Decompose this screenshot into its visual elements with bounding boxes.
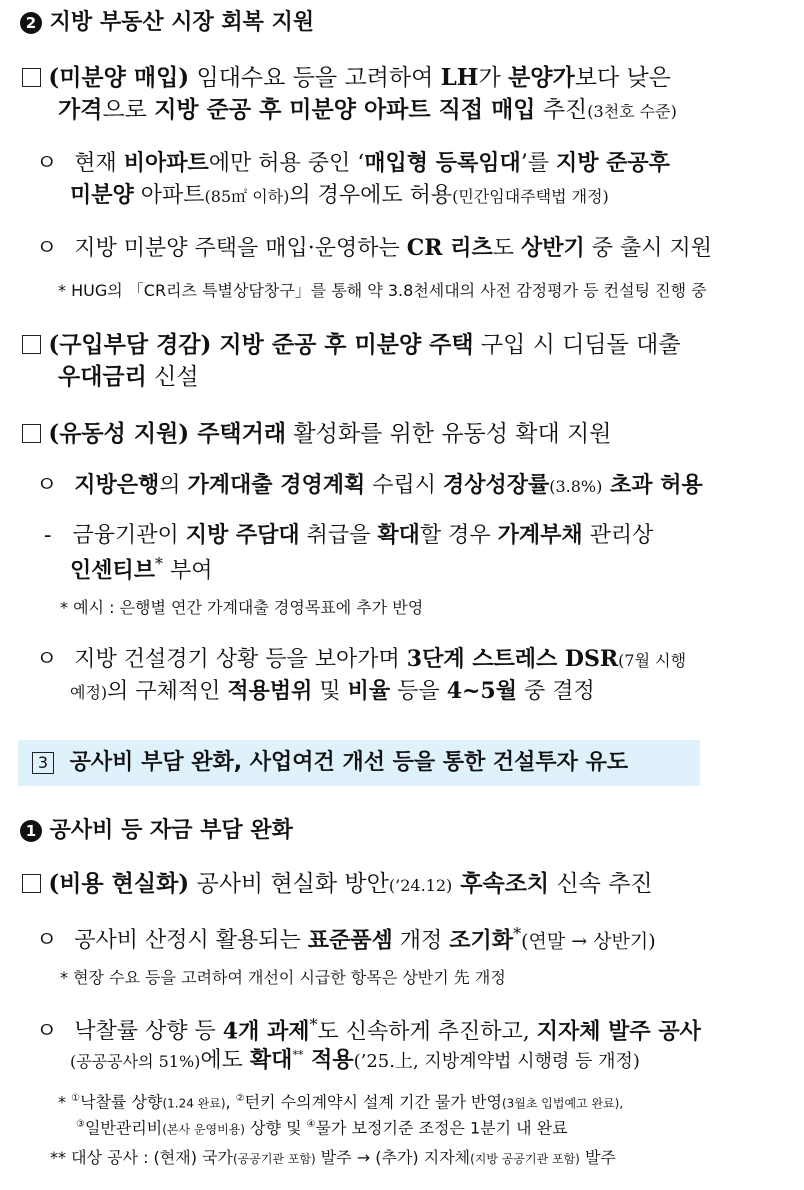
text-bold: 확대 <box>377 522 420 548</box>
item-stress-dsr-line1 <box>36 648 686 671</box>
note-example: * 예시 : 은행별 연간 가계대출 경영목표에 추가 반영 <box>60 598 424 617</box>
text: 신설 <box>146 364 199 390</box>
bullet-unsold-purchase-line2 <box>58 98 677 122</box>
text-bold: 우대금리 <box>58 363 147 390</box>
text: 낙찰률 상향 등 <box>74 1019 223 1045</box>
text: 도 <box>492 236 521 261</box>
text-bold: 비율 <box>347 678 391 704</box>
text: 아파트 <box>133 183 205 208</box>
text-bold: 인센티브 <box>70 557 156 584</box>
text: 금융기관이 <box>72 523 186 548</box>
section-title: 공사비 등 자금 부담 완화 <box>49 818 293 843</box>
text: 공사비 현실화 방안 <box>189 871 389 897</box>
bullet-heading: (비용 현실화) <box>48 870 190 897</box>
text-bold: 매입형 등록임대 <box>364 150 521 176</box>
circled-number: ① <box>71 1093 81 1104</box>
text: 대상 공사 : (현재) 국가 <box>66 1148 233 1167</box>
text-small: (’25.上, 지방계약법 시행령 등 개정) <box>353 1051 640 1072</box>
item-non-apartment-line1 <box>36 152 670 175</box>
bullet-liquidity-support <box>22 422 611 446</box>
circled-number: ④ <box>306 1119 316 1130</box>
text-bold: 미분양 <box>70 182 134 208</box>
text: 추진 <box>535 97 588 123</box>
text: 개정 <box>392 928 450 954</box>
text: 공사비 산정시 활용되는 <box>74 928 308 954</box>
text-bold: 가계부채 <box>497 522 583 548</box>
text-bold: 초과 허용 <box>602 472 703 498</box>
circle-bullet-icon: ㅇ <box>36 647 58 672</box>
text-bold: 지방 주담대 <box>185 522 300 548</box>
banner-title: 공사비 부담 완화, 사업여건 개선 등을 통한 건설투자 유도 <box>69 750 629 775</box>
circle-bullet-icon: ㅇ <box>36 1019 58 1045</box>
text: 중 출시 지원 <box>584 236 712 261</box>
bullet-heading: (구입부담 경감) <box>48 331 212 358</box>
text: 취급을 <box>299 523 378 548</box>
text: 에도 <box>200 1048 250 1073</box>
text: 일반관리비 <box>84 1118 163 1138</box>
text: 관리상 <box>582 523 654 548</box>
note-hug-cr-reits: * HUG의 「CR리츠 특별상담창구」를 통해 약 3.8천세대의 사전 감정평가 등 컨설팅 진행 중 <box>58 281 707 300</box>
text-small: (공공공사의 51%) <box>70 1052 201 1071</box>
item-bid-rate-line1 <box>36 1017 701 1043</box>
text-bold: 경상성장률 <box>442 472 550 498</box>
footnote-marker: ** <box>50 1148 66 1167</box>
text-bold: CR 리츠 <box>406 235 493 261</box>
text: 임대수요 등을 고려하여 <box>189 65 441 91</box>
subitem-financial-institutions-line1 <box>44 524 653 547</box>
text-bold: 지방 준공 후 미분양 주택 <box>211 331 474 358</box>
bullet-heading: (유동성 지원) <box>48 420 190 447</box>
circled-number: ② <box>235 1093 245 1104</box>
text: 으로 <box>102 97 155 123</box>
section-heading-local-real-estate <box>20 12 314 34</box>
item-local-banks <box>36 474 703 497</box>
text-bold: 조기화 <box>449 927 514 954</box>
banner-number-box: 3 <box>32 752 54 774</box>
banner-heading <box>32 752 628 774</box>
text-bold: 가격 <box>58 96 103 123</box>
text: 중 결정 <box>517 679 595 704</box>
text-bold: 표준품셈 <box>307 927 393 954</box>
text: 의 구체적인 <box>107 679 228 704</box>
bullet-unsold-purchase-line1 <box>22 66 671 90</box>
section-number-badge: 2 <box>20 12 42 34</box>
circle-bullet-icon: ㅇ <box>36 473 58 498</box>
text: 의 <box>159 473 188 498</box>
note-site-demand: * 현장 수요 등을 고려하여 개선이 시급한 항목은 상반기 先 개정 <box>60 968 506 987</box>
footnote-marker: * <box>309 1015 318 1034</box>
text: 지방 건설경기 상황 등을 보아가며 <box>74 647 407 672</box>
text-small: (3월초 입법예고 완료), <box>501 1096 624 1111</box>
text: 에만 허용 중인 ‘ <box>208 151 365 176</box>
footnote-marker: * <box>155 554 164 573</box>
text: 의 경우에도 허용 <box>289 183 453 208</box>
bullet-purchase-burden-line2 <box>58 365 199 389</box>
text-bold: 비아파트 <box>123 150 209 176</box>
text-bold: 4~5월 <box>446 678 517 704</box>
section-heading-cost-relief <box>20 820 293 842</box>
text-small: (지방 공공기관 포함) <box>470 1152 580 1166</box>
text: 상향 및 <box>244 1118 307 1138</box>
text: 부여 <box>163 558 213 584</box>
square-bullet-icon <box>22 424 41 443</box>
text-bold: 주택거래 <box>189 420 287 447</box>
text-small: (7월 시행 <box>618 651 687 670</box>
note-four-tasks-line2 <box>76 1120 568 1136</box>
square-bullet-icon <box>22 68 41 87</box>
text: 등을 <box>390 679 447 704</box>
text-bold: 지방은행 <box>74 472 160 498</box>
text: 활성화를 위한 유동성 확대 지원 <box>286 421 612 447</box>
subitem-financial-institutions-line2 <box>70 556 213 582</box>
text-small: (연말 → 상반기) <box>521 930 656 953</box>
text-bold: 지자체 발주 공사 <box>536 1018 701 1045</box>
note-target-projects <box>50 1150 616 1166</box>
text: 도 신속하게 추진하고, <box>317 1019 537 1045</box>
item-bid-rate-line2 <box>70 1049 640 1072</box>
text-bold: 지방 준공 후 미분양 아파트 직접 매입 <box>154 96 536 123</box>
text: 신속 추진 <box>549 871 653 897</box>
text: 현재 <box>74 151 124 176</box>
text-small: (공공기관 포함) <box>232 1152 316 1166</box>
text: 및 <box>312 679 348 704</box>
footnote-marker: * <box>513 924 522 943</box>
text-small: (’24.12) <box>388 876 453 895</box>
text-bold: 상반기 <box>520 235 585 261</box>
text-small: (1.24 완료) <box>162 1096 226 1111</box>
item-cr-reits <box>36 237 712 260</box>
text-bold: 적용 <box>303 1047 354 1073</box>
text: 할 경우 <box>419 523 498 548</box>
text: ’를 <box>520 151 556 176</box>
footnote-marker: ** <box>292 1048 304 1062</box>
note-four-tasks-line1: * ①낙찰률 상향(1.24 완료), ②턴키 수의계약시 설계 기간 물가 반영(3월초 입법예고 완료), <box>58 1092 624 1112</box>
text: 낙찰률 상향 <box>80 1092 163 1112</box>
text-bold: 3단계 스트레스 DSR <box>406 646 619 672</box>
dash-bullet-icon: - <box>44 523 52 548</box>
text: 지방 미분양 주택을 매입·운영하는 <box>74 236 407 261</box>
square-bullet-icon <box>22 335 41 354</box>
text-bold: 4개 과제 <box>222 1018 310 1045</box>
square-bullet-icon <box>22 874 41 893</box>
text: 가 <box>478 65 509 91</box>
item-non-apartment-line2 <box>70 184 609 207</box>
bullet-cost-realization <box>22 872 653 896</box>
text: 물가 보정기준 조정은 1분기 내 완료 <box>315 1118 568 1138</box>
circle-bullet-icon: ㅇ <box>36 151 58 176</box>
text-bold: 적용범위 <box>227 678 313 704</box>
text: 턴키 수의계약시 설계 기간 물가 반영 <box>244 1092 502 1112</box>
item-stress-dsr-line2 <box>70 680 595 703</box>
text-bold: 분양가 <box>508 64 575 91</box>
text-bold: 확대 <box>249 1047 293 1073</box>
circle-bullet-icon: ㅇ <box>36 236 58 261</box>
text-small: (민간임대주택법 개정) <box>452 187 609 206</box>
circle-bullet-icon: ㅇ <box>36 928 58 954</box>
text-small: 예정) <box>70 683 108 702</box>
text: 수립시 <box>365 473 443 498</box>
text-small: (본사 운영비용) <box>162 1122 245 1137</box>
footnote-marker: * <box>58 1092 66 1112</box>
item-standard-estimate <box>36 926 656 952</box>
text-small: (85㎡ 이하) <box>204 187 290 206</box>
circled-number: ③ <box>76 1119 85 1130</box>
text-small: (3.8%) <box>549 477 603 496</box>
bullet-heading: (미분양 매입) <box>48 64 190 91</box>
text: 발주 <box>579 1148 616 1167</box>
section-number-badge: 1 <box>20 820 42 842</box>
text-bold: 지방 준공후 <box>555 150 670 176</box>
section-title: 지방 부동산 시장 회복 지원 <box>49 10 315 35</box>
text-bold: LH <box>440 64 479 91</box>
bullet-purchase-burden-line1 <box>22 333 681 357</box>
text: 발주 → (추가) 지자체 <box>315 1148 471 1167</box>
text-bold: 가계대출 경영계획 <box>187 472 366 498</box>
text-bold: 후속조치 <box>452 870 550 897</box>
text: 구입 시 디딤돌 대출 <box>473 332 681 358</box>
text-small: (3천호 수준) <box>587 102 677 121</box>
text: 보다 낮은 <box>574 65 671 91</box>
